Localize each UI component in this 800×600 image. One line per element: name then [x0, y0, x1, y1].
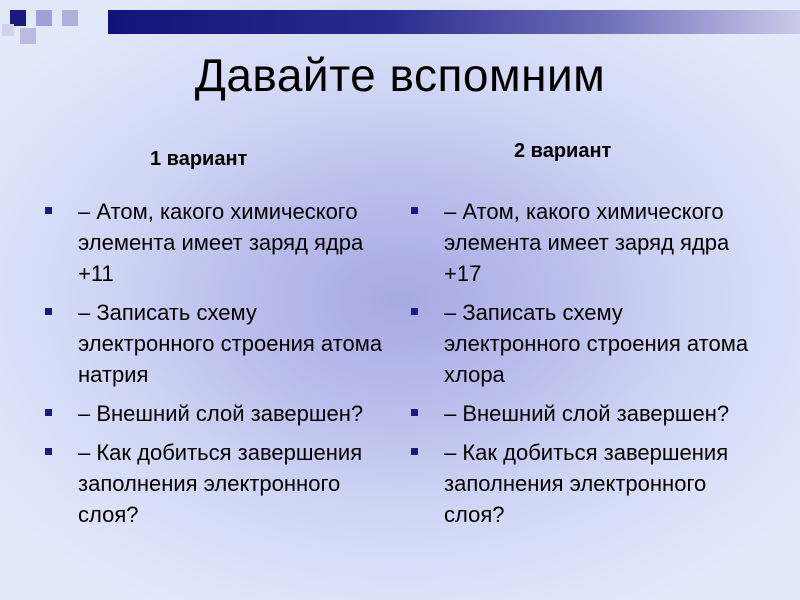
list-item — [410, 398, 760, 429]
list-item-text: – Внешний слой завершен? — [444, 401, 730, 426]
list-item-text: – Как добиться завершения заполнения электронного слоя? — [78, 440, 363, 527]
decor-square — [62, 10, 78, 26]
list-item-text: – Внешний слой завершен? — [78, 401, 364, 426]
list-item — [44, 398, 389, 429]
list-item-text: – Атом, какого химического элемента имеет заряд ядра +11 — [78, 199, 364, 286]
list-item — [44, 297, 389, 390]
list-item — [44, 437, 389, 530]
list-item-text: – Записать схему электронного строения атома натрия — [78, 300, 383, 387]
list-item-text: – Как добиться завершения заполнения электронного слоя? — [444, 440, 729, 527]
decor-square — [2, 24, 14, 36]
square-bullet-icon — [411, 207, 418, 214]
list-item-text: – Записать схему электронного строения атома хлора — [444, 300, 749, 387]
slide-title: Давайте вспомним — [194, 49, 606, 101]
decor-square — [20, 28, 36, 44]
square-bullet-icon — [45, 409, 52, 416]
variant-2-list — [410, 196, 760, 538]
variant-1-heading: 1 вариант — [150, 148, 248, 170]
variant-1-list — [44, 196, 389, 538]
variant-2-heading: 2 вариант — [514, 140, 612, 162]
square-bullet-icon — [411, 448, 418, 455]
square-bullet-icon — [45, 207, 52, 214]
list-item — [410, 437, 760, 530]
square-bullet-icon — [411, 308, 418, 315]
list-item-text: – Атом, какого химического элемента имеет заряд ядра +17 — [444, 199, 730, 286]
decor-square — [36, 10, 52, 26]
square-bullet-icon — [411, 409, 418, 416]
square-bullet-icon — [45, 308, 52, 315]
list-item — [44, 196, 389, 289]
list-item — [410, 297, 760, 390]
decor-top-bar — [108, 10, 800, 34]
list-item — [410, 196, 760, 289]
square-bullet-icon — [45, 448, 52, 455]
